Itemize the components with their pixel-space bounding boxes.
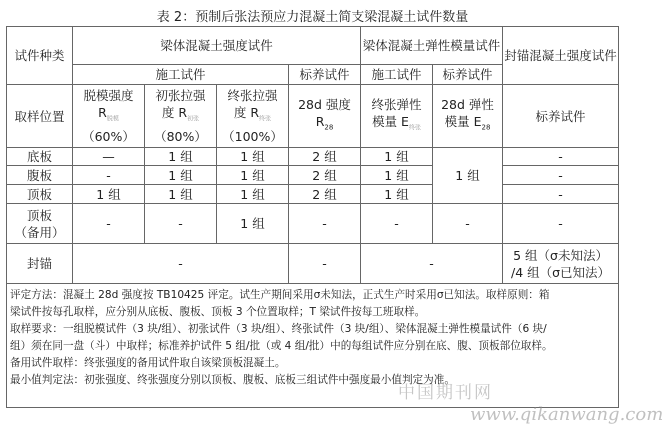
- cell-demold: -: [73, 204, 145, 244]
- header-anchor-strength: 封锚混凝土强度试件: [503, 27, 619, 85]
- header-sampling-location: 取样位置: [7, 85, 73, 148]
- cell-seal-modulus: -: [361, 244, 503, 284]
- header-anchor-standard: 标养试件: [503, 85, 619, 148]
- row-location: 顶板 （备用）: [7, 204, 73, 244]
- watermark-text: 中国期刊网: [398, 383, 493, 403]
- header-final-tension-strength: 终张拉强 度 $R_{终张}$ （100%）: [217, 85, 289, 148]
- table-row: [7, 148, 619, 166]
- cell-28d: -: [289, 204, 361, 244]
- header-final-modulus: 终张弹性 模量 $E_{终张}$: [361, 85, 433, 148]
- cell-28d-modulus: 1 组: [433, 148, 503, 204]
- note-line: 备用试件取样：终张强度的备用试件取自该梁顶板混凝土。: [10, 357, 286, 369]
- note-line: 评定方法：混凝土 28d 强度按 TB10425 评定。试生产期间采用σ未知法，正式生产时采用σ已知法。取样原则：箱: [10, 289, 550, 301]
- header-construction-modulus: 施工试件: [361, 65, 433, 85]
- header-specimen-type: 试件种类: [7, 27, 73, 85]
- cell-initial: -: [145, 204, 217, 244]
- cell-anchor: -: [503, 204, 619, 244]
- cell-demold: —: [73, 148, 145, 166]
- cell-28d: 2 组: [289, 148, 361, 166]
- note-line: 组）须在同一盘（斗）中取样；标准养护试件 5 组/批（或 4 组/批）中的每组试件应分别在底、腹、顶板部位取样。: [10, 340, 553, 352]
- cell-final: 1 组: [217, 166, 289, 185]
- header-construction: 施工试件: [73, 65, 289, 85]
- cell-final: 1 组: [217, 185, 289, 204]
- note-line: 梁试件按每孔取样，应分别从底板、腹板、顶板 3 个位置取样；T 梁试件按每工班取样。: [10, 306, 426, 318]
- cell-initial: 1 组: [145, 185, 217, 204]
- cell-seal-standard: -: [289, 244, 361, 284]
- cell-initial: 1 组: [145, 148, 217, 166]
- header-beam-strength: 梁体混凝土强度试件: [73, 27, 361, 65]
- cell-28d: 2 组: [289, 166, 361, 185]
- cell-initial: 1 组: [145, 166, 217, 185]
- cell-anchor: -: [503, 166, 619, 185]
- header-standard-curing: 标养试件: [289, 65, 361, 85]
- table-row-seal: [7, 244, 619, 284]
- cell-final: 1 组: [217, 148, 289, 166]
- cell-demold: 1 组: [73, 185, 145, 204]
- cell-28d-modulus: -: [433, 204, 503, 244]
- cell-final: 1 组: [217, 204, 289, 244]
- table-caption: 表 2：预制后张法预应力混凝土简支梁混凝土试件数量: [156, 10, 469, 25]
- cell-seal-construction: -: [73, 244, 289, 284]
- table-notes: [7, 284, 619, 408]
- cell-28d: 2 组: [289, 185, 361, 204]
- watermark-url: www.qikanwang.com: [470, 404, 663, 425]
- table-row: [7, 204, 619, 244]
- header-beam-modulus: 梁体混凝土弹性模量试件: [361, 27, 503, 65]
- row-location: 顶板: [7, 185, 73, 204]
- header-initial-tension-strength: 初张拉强 度 $R_{初张}$ （80%）: [145, 85, 217, 148]
- row-location: 底板: [7, 148, 73, 166]
- cell-final-modulus: 1 组: [361, 185, 433, 204]
- cell-seal-anchor: 5 组（σ未知法） /4 组（σ已知法）: [503, 244, 619, 284]
- header-demold-strength: 脱模强度 $R_{脱模}$ （60%）: [73, 85, 145, 148]
- header-28d-modulus: 28d 弹性 模量 $E_{28}$: [433, 85, 503, 148]
- table-row: [7, 166, 619, 185]
- cell-anchor: -: [503, 148, 619, 166]
- cell-final-modulus: -: [361, 204, 433, 244]
- cell-final-modulus: 1 组: [361, 148, 433, 166]
- specimen-quantity-table: [6, 26, 619, 408]
- cell-final-modulus: 1 组: [361, 166, 433, 185]
- note-line: 取样要求：一组脱模试件（3 块/组）、初张试件（3 块/组）、终张试件（3 块/组）、梁体混凝土弹性模量试件（6 块/: [10, 323, 547, 335]
- row-location: 封锚: [7, 244, 73, 284]
- table-row: [7, 185, 619, 204]
- row-location: 腹板: [7, 166, 73, 185]
- header-standard-curing-modulus: 标养试件: [433, 65, 503, 85]
- cell-anchor: -: [503, 185, 619, 204]
- header-28d-strength: 28d 强度 $R_{28}$: [289, 85, 361, 148]
- note-line: 最小值判定法：初张强度、终张强度分别以顶板、腹板、底板三组试件中强度最小值判定为准。: [10, 374, 455, 386]
- cell-demold: -: [73, 166, 145, 185]
